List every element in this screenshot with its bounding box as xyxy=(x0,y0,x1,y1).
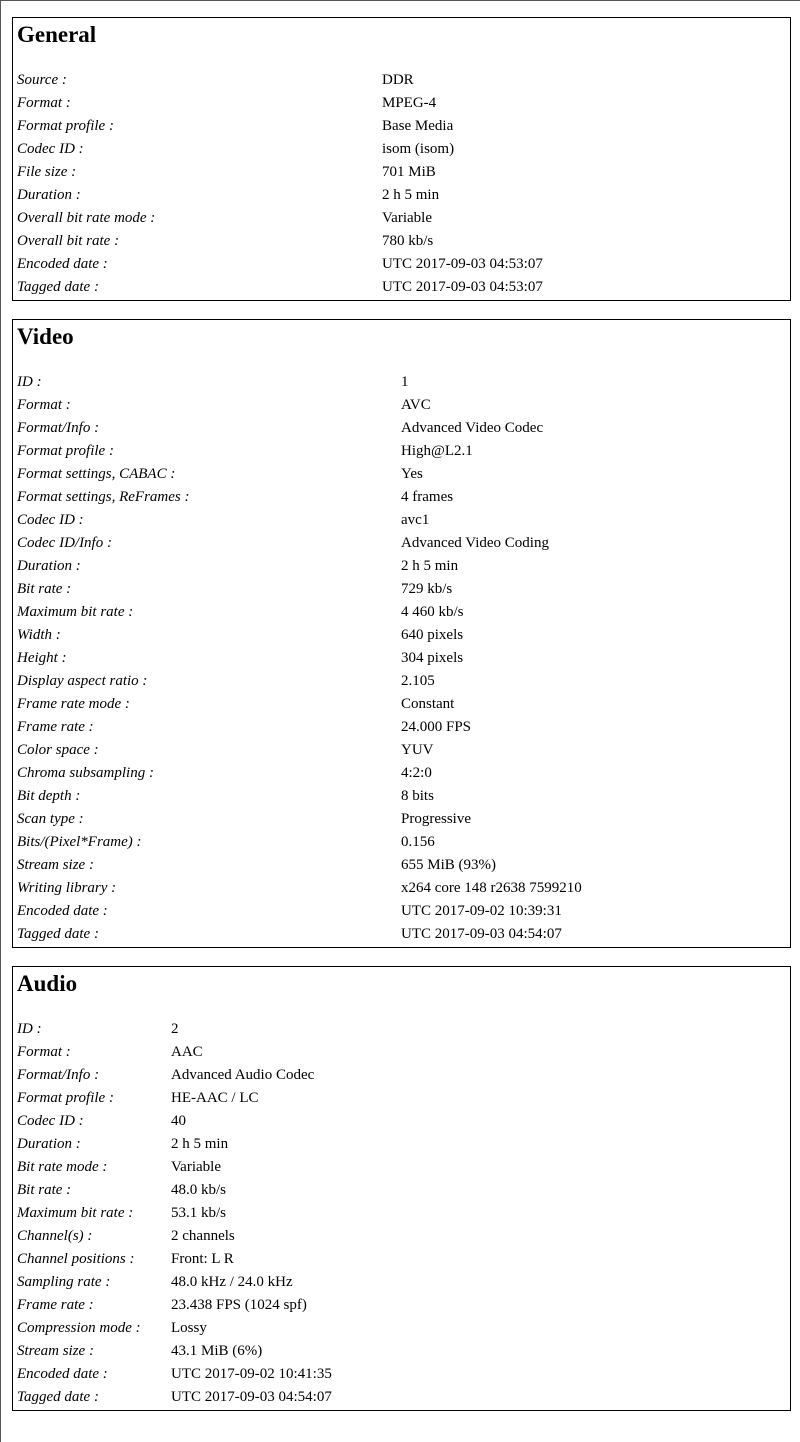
property-value: Advanced Video Codec xyxy=(401,420,544,436)
property-value: 780 kb/s xyxy=(382,233,434,249)
property-value: HE-AAC / LC xyxy=(171,1090,259,1106)
property-row xyxy=(17,532,790,555)
section-title: General xyxy=(17,22,97,47)
property-value: 701 MiB xyxy=(382,164,436,180)
property-value: MPEG-4 xyxy=(382,95,437,111)
property-label: ID : xyxy=(17,374,42,390)
property-label: Duration : xyxy=(17,558,81,574)
property-value: UTC 2017-09-03 04:54:07 xyxy=(171,1389,332,1405)
property-label: ID : xyxy=(17,1021,42,1037)
property-row xyxy=(17,854,790,877)
property-row xyxy=(17,762,790,785)
property-value: UTC 2017-09-02 10:41:35 xyxy=(171,1366,332,1382)
property-value: 304 pixels xyxy=(401,650,464,666)
property-value: x264 core 148 r2638 7599210 xyxy=(401,880,582,896)
property-value: 4 460 kb/s xyxy=(401,604,464,620)
property-label: Format : xyxy=(17,95,71,111)
property-row xyxy=(17,923,790,946)
property-label: Channel positions : xyxy=(17,1251,135,1267)
general-section xyxy=(12,17,791,301)
property-row xyxy=(17,230,790,253)
property-label: Compression mode : xyxy=(17,1320,141,1336)
property-value: 2 channels xyxy=(171,1228,235,1244)
property-label: Format settings, ReFrames : xyxy=(17,489,190,505)
property-row xyxy=(17,1271,790,1294)
property-row xyxy=(17,161,790,184)
property-label: Codec ID/Info : xyxy=(17,535,112,551)
property-value: 2 h 5 min xyxy=(171,1136,229,1152)
property-row xyxy=(17,831,790,854)
property-row xyxy=(17,1133,790,1156)
property-value: 4 frames xyxy=(401,489,454,505)
property-row xyxy=(17,739,790,762)
section-title: Video xyxy=(17,324,74,349)
property-label: Tagged date : xyxy=(17,926,99,942)
property-row xyxy=(17,1156,790,1179)
property-value: Advanced Audio Codec xyxy=(171,1067,315,1083)
property-label: Frame rate mode : xyxy=(17,696,130,712)
property-row xyxy=(17,670,790,693)
property-row xyxy=(17,115,790,138)
property-label: Stream size : xyxy=(17,857,94,873)
property-row xyxy=(17,1179,790,1202)
property-row xyxy=(17,1294,790,1317)
property-value: UTC 2017-09-03 04:54:07 xyxy=(401,926,562,942)
section-title: Audio xyxy=(17,971,78,996)
property-label: Stream size : xyxy=(17,1343,94,1359)
property-row xyxy=(17,1087,790,1110)
property-label: Format/Info : xyxy=(17,1067,100,1083)
property-row xyxy=(17,1110,790,1133)
property-label: Bit rate : xyxy=(17,1182,72,1198)
property-row xyxy=(17,463,790,486)
property-value: 8 bits xyxy=(401,788,434,804)
property-row xyxy=(17,1340,790,1363)
property-label: Encoded date : xyxy=(17,903,108,919)
property-value: 43.1 MiB (6%) xyxy=(171,1343,263,1359)
property-row xyxy=(17,1317,790,1340)
property-label: Bit rate : xyxy=(17,581,72,597)
property-row xyxy=(17,253,790,276)
property-value: High@L2.1 xyxy=(401,443,473,459)
property-row xyxy=(17,92,790,115)
property-label: Bits/(Pixel*Frame) : xyxy=(17,834,142,850)
property-value: Variable xyxy=(171,1159,221,1175)
property-row xyxy=(17,1041,790,1064)
property-value: 4:2:0 xyxy=(401,765,432,781)
property-label: Format settings, CABAC : xyxy=(17,466,176,482)
property-row xyxy=(17,1225,790,1248)
property-value: 48.0 kHz / 24.0 kHz xyxy=(171,1274,293,1290)
property-value: avc1 xyxy=(401,512,430,528)
property-label: Overall bit rate mode : xyxy=(17,210,156,226)
property-label: Bit depth : xyxy=(17,788,81,804)
property-value: 24.000 FPS xyxy=(401,719,472,735)
property-label: Channel(s) : xyxy=(17,1228,93,1244)
property-label: Bit rate mode : xyxy=(17,1159,108,1175)
property-row xyxy=(17,276,790,299)
property-value: 53.1 kb/s xyxy=(171,1205,227,1221)
property-label: Maximum bit rate : xyxy=(17,1205,134,1221)
property-value: 2 h 5 min xyxy=(401,558,459,574)
property-row xyxy=(17,693,790,716)
property-value: 2 xyxy=(171,1021,179,1037)
property-row xyxy=(17,716,790,739)
property-value: Variable xyxy=(382,210,432,226)
property-row xyxy=(17,785,790,808)
property-value: Front: L R xyxy=(171,1251,234,1267)
property-value: UTC 2017-09-02 10:39:31 xyxy=(401,903,562,919)
audio-section xyxy=(12,966,791,1411)
property-value: 640 pixels xyxy=(401,627,464,643)
property-value: 729 kb/s xyxy=(401,581,453,597)
video-section xyxy=(12,319,791,948)
property-label: Tagged date : xyxy=(17,1389,99,1405)
property-label: Maximum bit rate : xyxy=(17,604,134,620)
property-row xyxy=(17,69,790,92)
property-label: Format profile : xyxy=(17,118,114,134)
property-value: DDR xyxy=(382,72,414,88)
property-row xyxy=(17,1248,790,1271)
property-label: Format : xyxy=(17,1044,71,1060)
property-value: UTC 2017-09-03 04:53:07 xyxy=(382,279,543,295)
property-label: Encoded date : xyxy=(17,256,108,272)
property-label: Codec ID : xyxy=(17,141,84,157)
property-list xyxy=(17,1018,790,1409)
property-label: Overall bit rate : xyxy=(17,233,120,249)
property-row xyxy=(17,624,790,647)
property-value: 2.105 xyxy=(401,673,435,689)
property-value: Progressive xyxy=(401,811,471,827)
property-value: 40 xyxy=(171,1113,186,1129)
property-value: 2 h 5 min xyxy=(382,187,440,203)
property-label: Sampling rate : xyxy=(17,1274,111,1290)
property-label: Duration : xyxy=(17,187,81,203)
property-label: Encoded date : xyxy=(17,1366,108,1382)
property-row xyxy=(17,601,790,624)
property-row xyxy=(17,486,790,509)
property-label: Frame rate : xyxy=(17,719,94,735)
property-label: Format profile : xyxy=(17,443,114,459)
property-label: Scan type : xyxy=(17,811,84,827)
property-label: Format profile : xyxy=(17,1090,114,1106)
property-row xyxy=(17,509,790,532)
property-row xyxy=(17,417,790,440)
property-label: Tagged date : xyxy=(17,279,99,295)
property-row xyxy=(17,900,790,923)
property-row xyxy=(17,394,790,417)
property-label: Display aspect ratio : xyxy=(17,673,148,689)
property-value: Base Media xyxy=(382,118,454,134)
property-label: Format/Info : xyxy=(17,420,100,436)
property-row xyxy=(17,1386,790,1409)
property-label: Codec ID : xyxy=(17,512,84,528)
property-row xyxy=(17,808,790,831)
property-list xyxy=(17,371,790,946)
property-value: UTC 2017-09-03 04:53:07 xyxy=(382,256,543,272)
property-row xyxy=(17,1064,790,1087)
property-row xyxy=(17,578,790,601)
property-value: Advanced Video Coding xyxy=(401,535,549,551)
property-value: Lossy xyxy=(171,1320,207,1336)
property-label: Duration : xyxy=(17,1136,81,1152)
property-label: Chroma subsampling : xyxy=(17,765,154,781)
property-value: AVC xyxy=(401,397,431,413)
property-row xyxy=(17,877,790,900)
property-value: Yes xyxy=(401,466,423,482)
property-value: 655 MiB (93%) xyxy=(401,857,496,873)
property-label: Codec ID : xyxy=(17,1113,84,1129)
property-row xyxy=(17,440,790,463)
property-label: File size : xyxy=(17,164,77,180)
property-row xyxy=(17,1202,790,1225)
property-row xyxy=(17,1363,790,1386)
property-label: Format : xyxy=(17,397,71,413)
property-value: isom (isom) xyxy=(382,141,455,157)
property-label: Color space : xyxy=(17,742,99,758)
property-row xyxy=(17,555,790,578)
property-value: Constant xyxy=(401,696,455,712)
property-value: 1 xyxy=(401,374,409,390)
property-label: Source : xyxy=(17,72,67,88)
property-label: Height : xyxy=(17,650,67,666)
property-row xyxy=(17,371,790,394)
property-list xyxy=(17,69,790,299)
property-value: AAC xyxy=(171,1044,203,1060)
property-value: 48.0 kb/s xyxy=(171,1182,227,1198)
property-row xyxy=(17,647,790,670)
property-row xyxy=(17,207,790,230)
property-value: YUV xyxy=(401,742,434,758)
property-value: 0.156 xyxy=(401,834,435,850)
property-row xyxy=(17,184,790,207)
property-value: 23.438 FPS (1024 spf) xyxy=(171,1297,307,1313)
property-label: Frame rate : xyxy=(17,1297,94,1313)
property-label: Writing library : xyxy=(17,880,117,896)
property-row xyxy=(17,1018,790,1041)
property-label: Width : xyxy=(17,627,61,643)
property-row xyxy=(17,138,790,161)
